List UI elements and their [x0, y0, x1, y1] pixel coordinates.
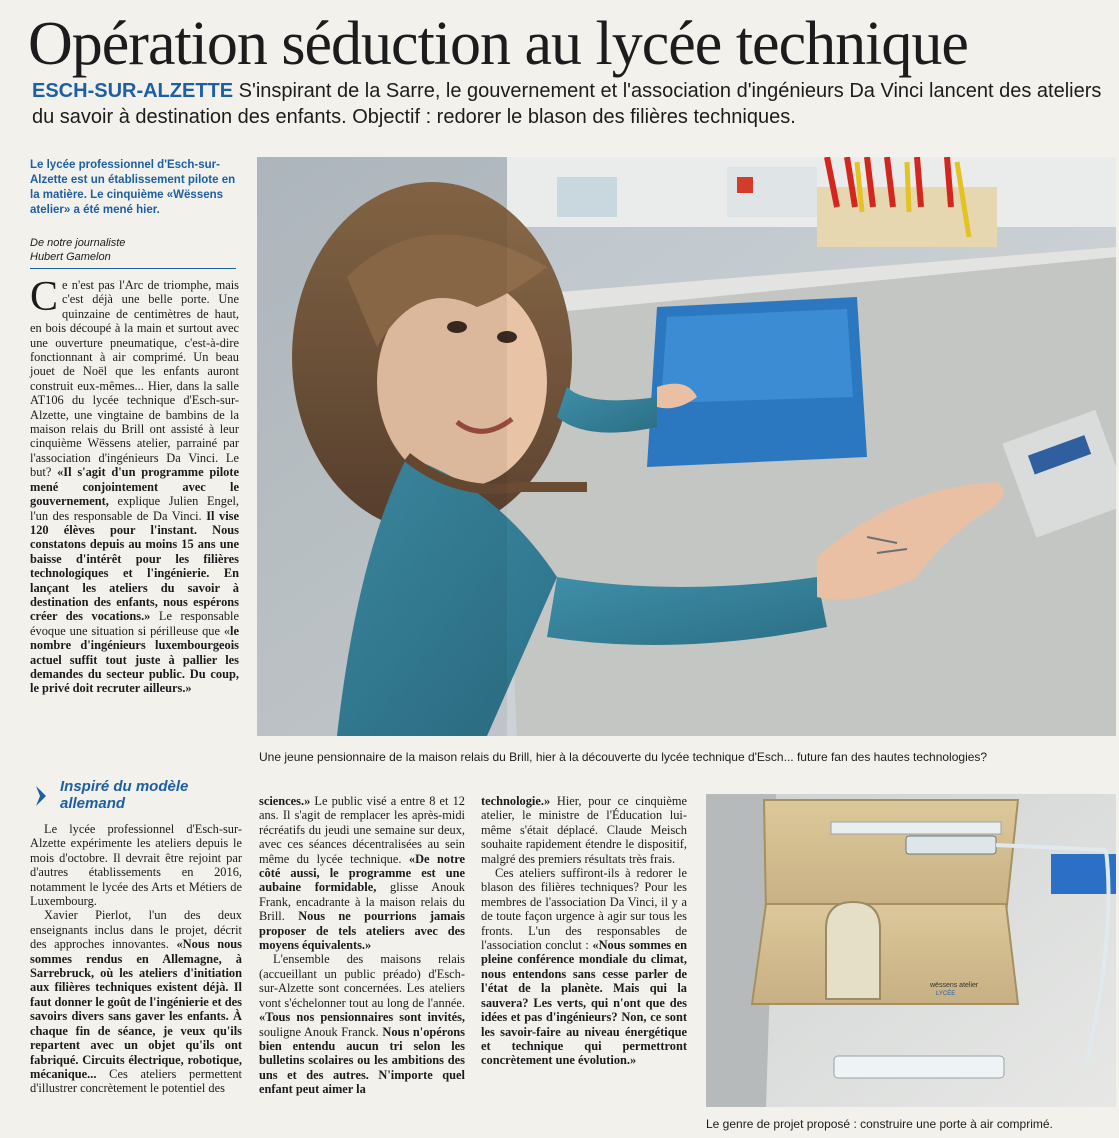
dateline: ESCH-SUR-ALZETTE	[32, 80, 234, 102]
body-paragraph: Ce n'est pas l'Arc de triomphe, mais c'est déjà une belle porte. Une quinzaine de centimètres de haut, en bois découpé à la main et surtout avec une ouverture pneumatique, c'est-à-dire fonctionnant à air comprimé. Un beau jouet de Noël que les enfants auront construit eux-mêmes... Hier, dans la salle AT106 du lycée technique d'Esch-sur-Alzette, une vingtaine de bambins de la maison relais du Brill ont assisté à leur cinquième Wëssens atelier, parrainé par l'association d'ingénieurs Da Vinci. Le but? «Il s'agit d'un programme pilote mené conjointement avec le gouvernement, explique Julien Engel, l'un des responsable de Da Vinci. Il vise 120 élèves pour l'instant. Nous constatons depuis au moins 15 ans une baisse d'intérêt pour les filières technologiques et l'ingénierie. En lançant les ateliers du savoir à destination des enfants, nous espérons créer des vocations.» Le responsable évoque une situation si périlleuse que «le nombre d'ingénieurs luxembourgeois actuel suffit tout juste à pallier les demandes du secteur public. Du coup, le privé doit recruter ailleurs.»	[30, 274, 239, 696]
body-paragraph: Le lycée professionnel d'Esch-sur-Alzette expérimente les ateliers depuis le mois d'octobre. Il devrait être rejoint par d'autres établissements en 2016, notamment le lycée des Arts et Métiers de Luxembourg.	[30, 822, 242, 909]
subhead	[36, 778, 236, 812]
standfirst-text: S'inspirant de la Sarre, le gouvernement et l'association d'ingénieurs Da Vinci lancent des ateliers du savoir à destination des enfants. Objectif : redorer le blason des filières techniques.	[32, 80, 1102, 128]
column-1-lower	[30, 822, 242, 1096]
byline-author: Hubert Gamelon	[30, 251, 111, 263]
lead-paragraph: Le lycée professionnel d'Esch-sur-Alzette est un établissement pilote en la matière. Le cinquième «Wëssens atelier» a été mené hier.	[30, 159, 236, 216]
photo-air-door-project-image	[706, 794, 1116, 1107]
body-paragraph: Ces ateliers suffiront-ils à redorer le blason des filières techniques? Pour les membres de l'association Da Vinci, il y a de toute façon urgence à agir sur tous les fronts. L'un des responsables de l'association conclut : «Nous sommes en pleine conférence mondiale du climat, nous entendons sans cesse parler de l'état de la planète. Mais qui la sauvera? Les verts, qui n'ont que des idées et pas d'ingénieurs? Non, ce sont les savoir-faire au niveau énergétique et technique qui permettront concrètement une évolution.»	[481, 866, 688, 1068]
body-paragraph: technologie.» Hier, pour ce cinquième atelier, le ministre de l'Éducation lui-même s'était déplacé. Claude Meisch souhaite rapidement étendre le dispositif, malgré des premiers résultats très frais.	[481, 794, 687, 866]
byline	[30, 236, 236, 269]
dropcap: C	[30, 274, 59, 320]
main-photo	[257, 157, 1116, 736]
photo-girl-workshop-image	[257, 157, 1116, 736]
small-photo	[706, 794, 1116, 1107]
column-3	[481, 794, 687, 1068]
standfirst	[32, 78, 1116, 130]
column-2	[259, 794, 465, 1097]
lycee-label: LYCÉE	[936, 991, 956, 997]
body-paragraph: sciences.» Le public visé a entre 8 et 12 ans. Il s'agit de remplacer les après-midi récréatifs du jeudi une semaine sur deux, avec ces séances décentralisées au sein même du lycée technique. «De notre côté aussi, le programme est une aubaine formidable, glisse Anouk Frank, encadrante à la maison relais du Brill. Nous ne pourrions jamais proposer de tels ateliers avec des moyens équivalents.»	[259, 794, 465, 953]
main-photo-caption: Une jeune pensionnaire de la maison relais du Brill, hier à la découverte du lycée technique d'Esch... future fan des hautes technologies?	[259, 750, 988, 764]
subhead-text: Inspiré du modèle allemand	[60, 778, 189, 812]
column-1-upper	[30, 274, 239, 696]
chevron-right-icon	[34, 785, 48, 807]
wessens-label: wëssens atelier	[930, 982, 979, 989]
body-paragraph: Xavier Pierlot, l'un des deux enseignants inclus dans le projet, décrit des approches innovantes. «Nous nous sommes rendus en Allemagne, à Sarrebruck, où les ateliers d'initiation aux filières techniques existent déjà. Il faut donner le goût de l'ingénierie et des savoirs divers sans gaver les enfants. À chaque fin de séance, je veux qu'ils repartent avec un objet qu'ils ont fabriqué. Circuits électrique, robotique, mécanique... Ces ateliers permettent d'illustrer concrètement le potentiel des	[30, 908, 242, 1096]
small-photo-caption: Le genre de projet proposé : construire une porte à air comprimé.	[706, 1117, 1053, 1131]
byline-label: De notre journaliste	[30, 237, 126, 249]
headline: Opération séduction au lycée technique	[28, 10, 968, 78]
body-paragraph: L'ensemble des maisons relais (accueillant un public préado) d'Esch-sur-Alzette sont concernées. Les ateliers vont s'échelonner tout au long de l'année. «Tous nos pensionnaires sont invités, souligne Anouk Franck. Nous n'opérons bien entendu aucun tri selon les bulletins scolaires ou les ambitions des uns et des autres. N'importe quel enfant peut aimer la	[259, 952, 465, 1097]
